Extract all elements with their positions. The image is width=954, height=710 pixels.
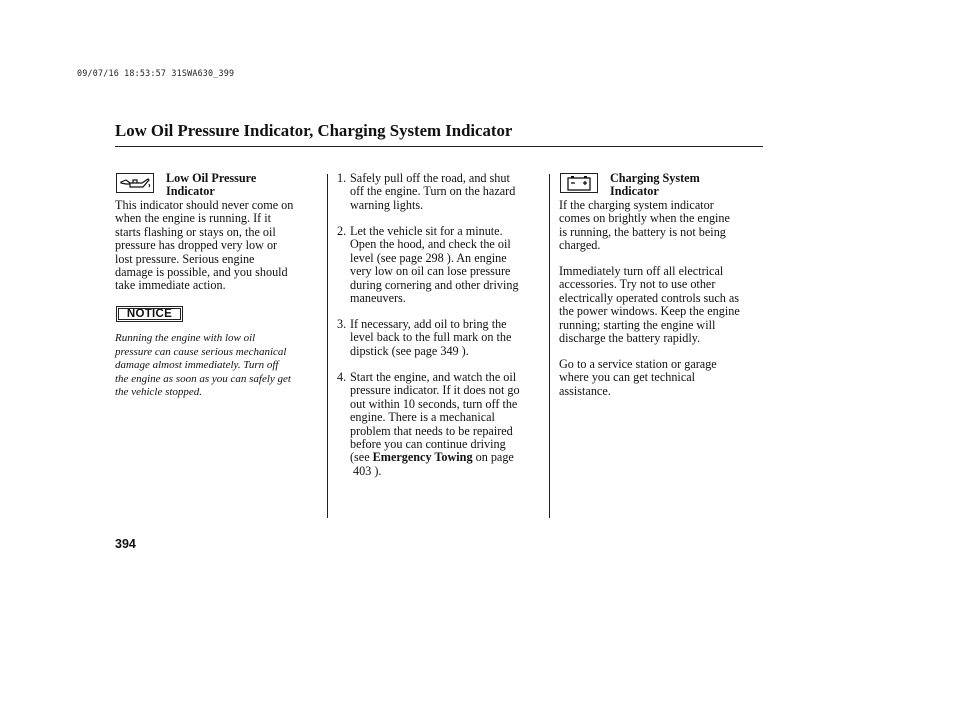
charging-heading [610, 172, 700, 199]
emergency-towing-reference[interactable]: Emergency Towing [372, 450, 473, 465]
text-line: If necessary, add oil to bring the [350, 317, 507, 331]
oil-pressure-indicator-icon [116, 173, 154, 193]
charging-paragraph-3 [559, 358, 717, 398]
text-line: Start the engine, and watch the oil [350, 370, 517, 384]
battery-icon [564, 175, 594, 191]
oil-can-icon [118, 175, 152, 191]
text-line: out within 10 seconds, turn off the [350, 396, 518, 411]
charging-heading-line: Indicator [610, 184, 659, 199]
text-line: Go to a service station or garage [559, 357, 717, 371]
text-line: Open the hood, and check the oil [350, 237, 511, 252]
text-line: accessories. Try not to use other [559, 277, 716, 292]
charging-heading-line: Charging System [610, 171, 700, 185]
low-oil-heading-line: Indicator [166, 184, 215, 199]
text-line: the engine as soon as you can safely get [115, 372, 291, 385]
text-line: discharge the battery rapidly. [559, 330, 701, 345]
text-line: is running, the battery is not being [559, 224, 726, 239]
text-line: the vehicle stopped. [115, 386, 203, 399]
text-line: Immediately turn off all electrical [559, 264, 724, 278]
low-oil-heading-line: Low Oil Pressure [166, 171, 257, 185]
text-line: Running the engine with low oil [115, 332, 256, 344]
text-line: off the engine. Turn on the hazard [350, 184, 516, 199]
charging-system-indicator-icon [560, 173, 598, 193]
step-number: 3. [337, 317, 347, 331]
text-line: pressure can cause serious mechanical [115, 345, 287, 358]
text-line: damage almost immediately. Turn off [115, 359, 279, 372]
notice-text [115, 332, 291, 400]
text-line: damage is possible, and you should [115, 264, 288, 279]
charging-paragraph-2 [559, 265, 740, 345]
text-line: engine. There is a mechanical [350, 410, 495, 425]
text-line: Let the vehicle sit for a minute. [350, 224, 503, 238]
text-line: take immediate action. [115, 278, 226, 293]
step-3 [337, 318, 511, 358]
text-line: pressure has dropped very low or [115, 238, 278, 253]
text-line: problem that needs to be repaired [350, 423, 513, 438]
text-line: warning lights. [350, 197, 424, 212]
text-line: 403 ). [353, 463, 382, 478]
text-line: very low on oil can lose pressure [350, 264, 511, 279]
text-line: pressure indicator. If it does not go [350, 383, 520, 398]
text-line: running; starting the engine will [559, 317, 716, 332]
step-number: 2. [337, 224, 347, 238]
text-line: electrically operated controls such as [559, 290, 740, 305]
charging-paragraph-1 [559, 199, 730, 253]
see-prefix: (see [350, 450, 373, 465]
print-timestamp: 09/07/16 18:53:57 31SWA630_399 [77, 68, 235, 78]
text-line: before you can continue driving [350, 436, 506, 451]
text-line: maneuvers. [350, 290, 406, 305]
column-divider-1 [327, 174, 328, 518]
text-line: This indicator should never come on [115, 198, 294, 212]
text-line: the power windows. Keep the engine [559, 304, 740, 319]
column-divider-2 [549, 174, 550, 518]
text-line: where you can get technical [559, 370, 696, 385]
step-number: 4. [337, 370, 347, 384]
text-line: during cornering and other driving [350, 277, 519, 292]
text-line: level back to the full mark on the [350, 330, 512, 345]
text-line: assistance. [559, 383, 611, 398]
page-number: 394 [115, 537, 136, 551]
low-oil-paragraph [115, 199, 293, 293]
title-rule [115, 146, 763, 147]
text-line: level (see page 298 ). An engine [350, 250, 507, 265]
notice-badge: NOTICE [116, 306, 183, 322]
text-line: starts flashing or stays on, the oil [115, 224, 276, 239]
text-line: If the charging system indicator [559, 198, 714, 212]
see-suffix: on page [472, 450, 514, 465]
low-oil-heading [166, 172, 256, 199]
text-line [337, 451, 520, 464]
text-line: dipstick (see page 349 ). [350, 343, 469, 358]
step-1 [337, 172, 515, 212]
step-number: 1. [337, 171, 347, 185]
text-line: Safely pull off the road, and shut [350, 171, 510, 185]
text-line: comes on brightly when the engine [559, 211, 730, 226]
step-4 [337, 371, 520, 478]
page-title: Low Oil Pressure Indicator, Charging System Indicator [115, 121, 513, 140]
step-2 [337, 225, 519, 305]
text-line: charged. [559, 238, 601, 253]
text-line: lost pressure. Serious engine [115, 251, 255, 266]
text-line: when the engine is running. If it [115, 211, 272, 226]
